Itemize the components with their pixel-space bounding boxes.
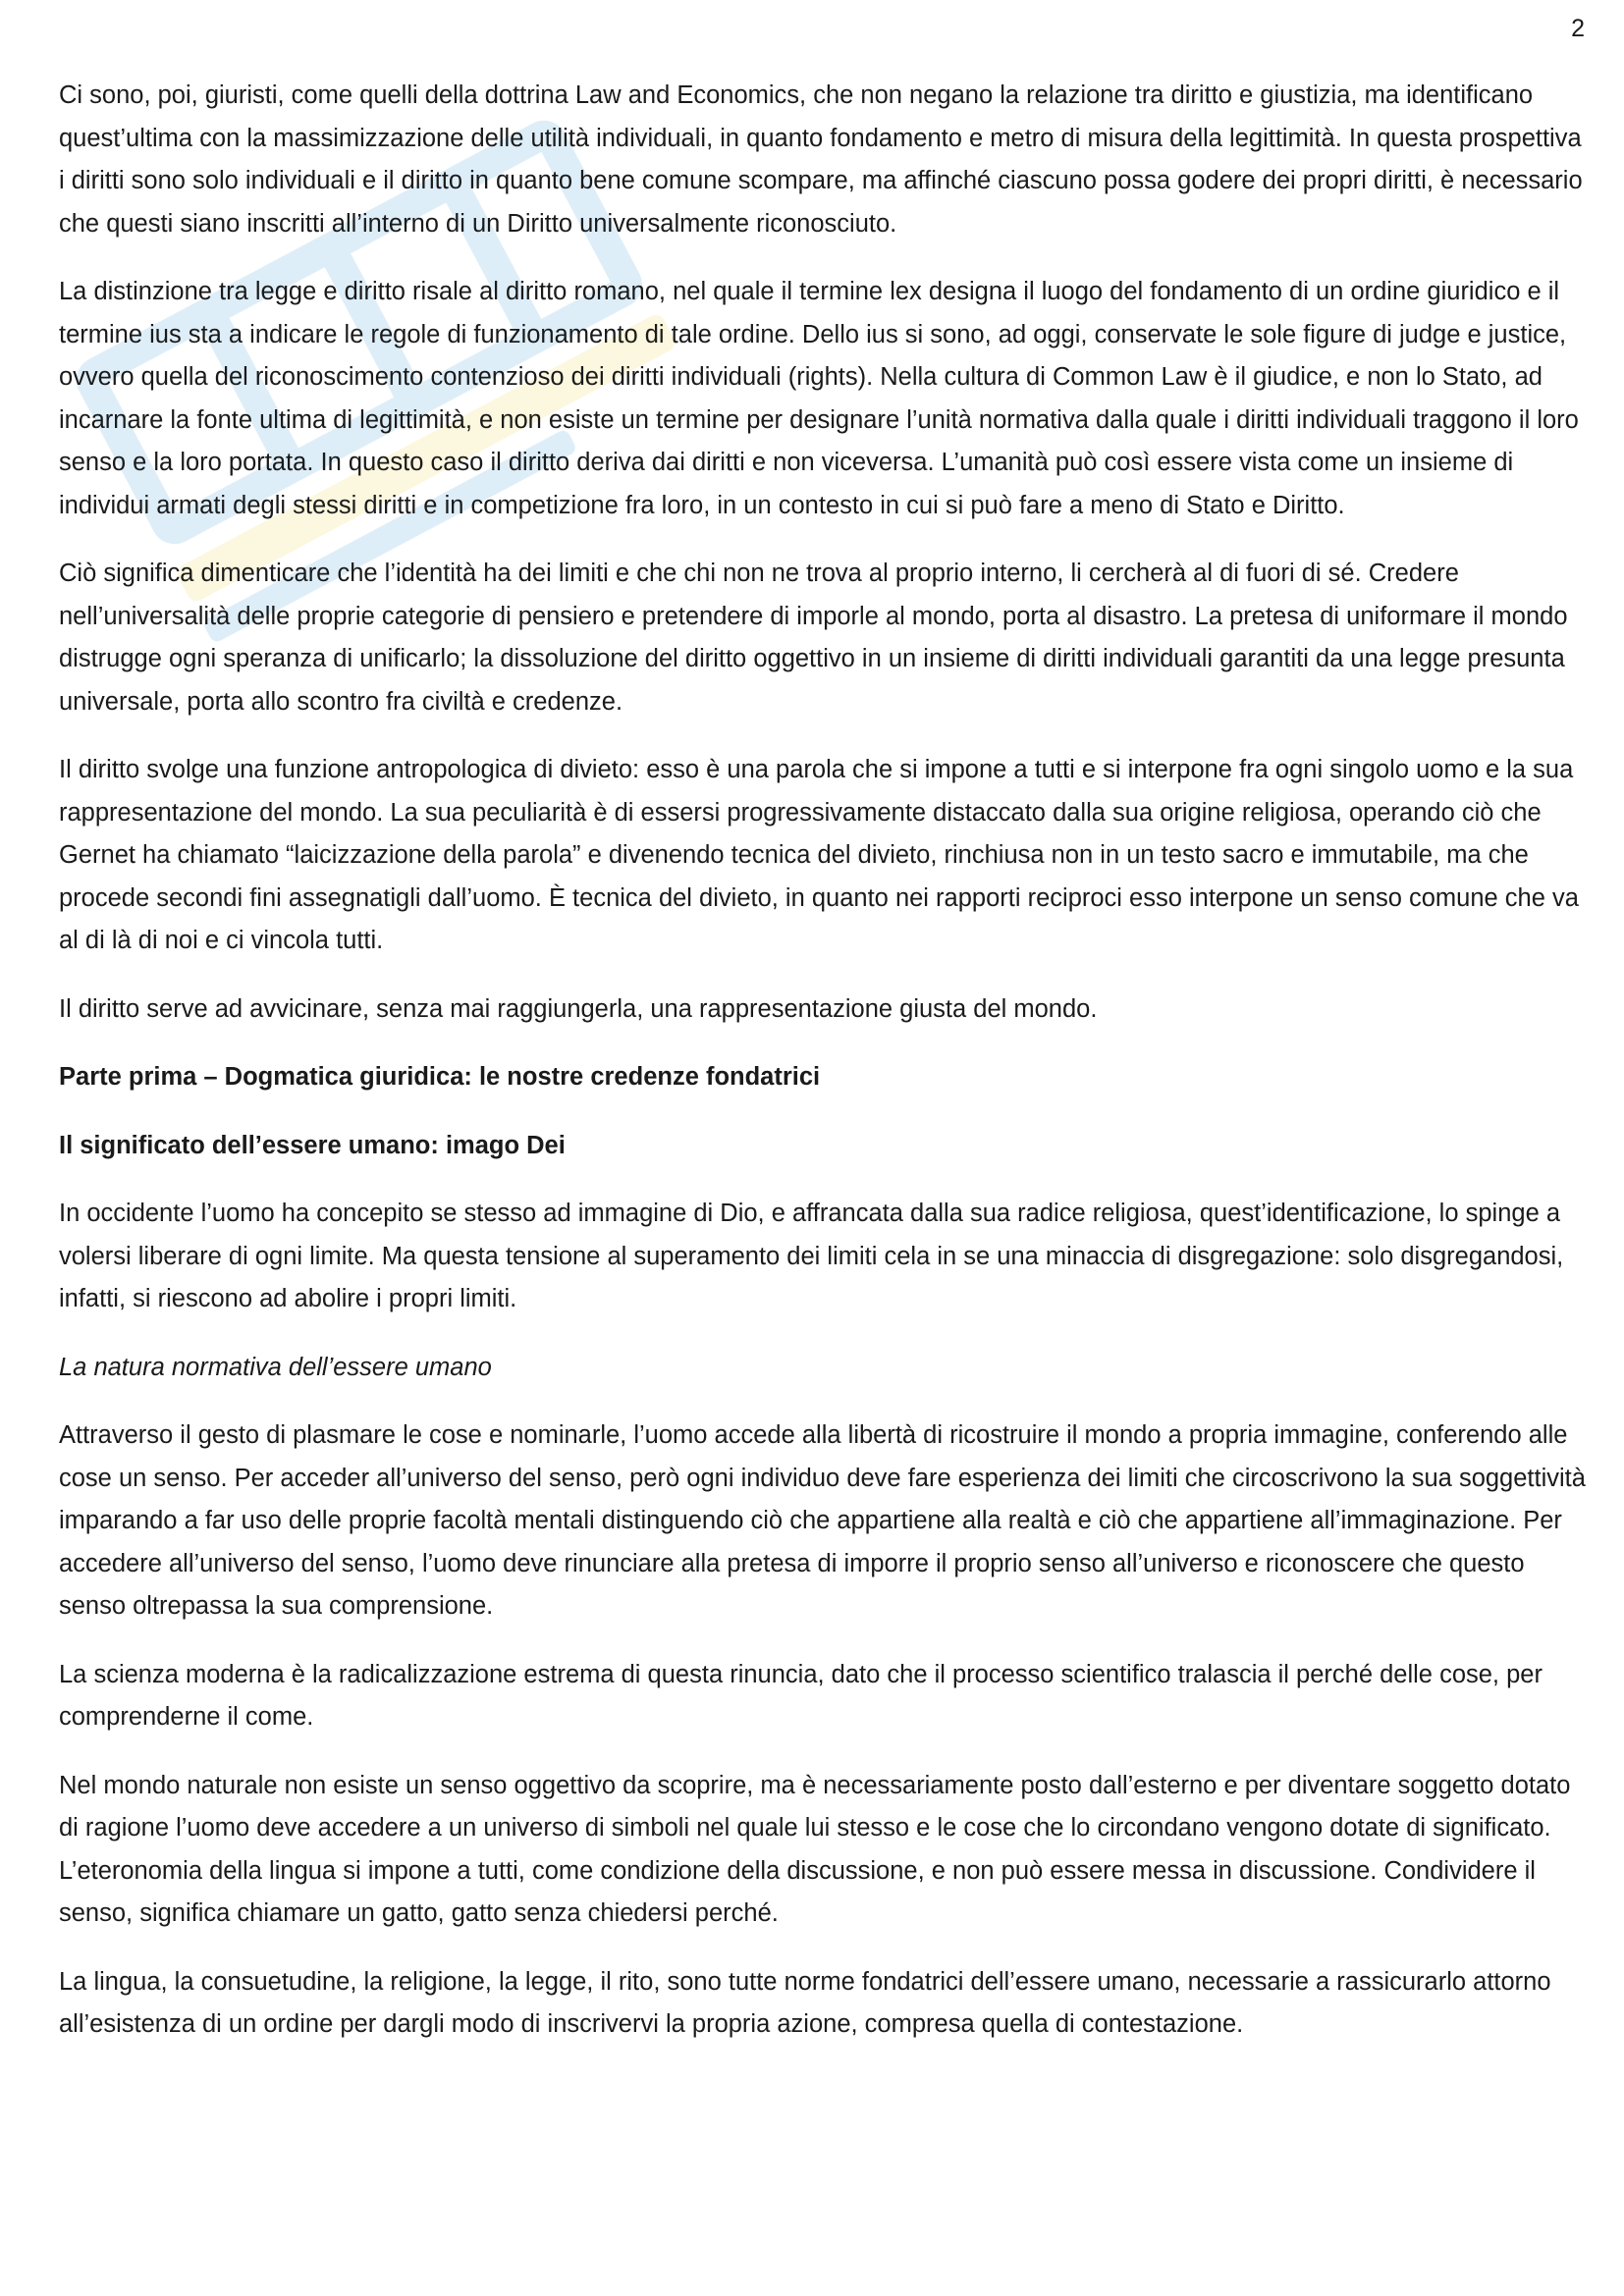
paragraph: In occidente l’uomo ha concepito se stesso ad immagine di Dio, e affrancata dalla sua radice religiosa, quest’identificazione, lo spinge a volersi liberare di ogni limite. Ma questa tensione al superamento dei limiti cela in se una minaccia di disgregazione: solo disgregandosi, infatti, si riescono ad abolire i propri limiti. bbox=[59, 1200, 1564, 1312]
paragraph: La scienza moderna è la radicalizzazione estrema di questa rinuncia, dato che il processo scientifico tralascia il perché delle cose, per comprenderne il come. bbox=[59, 1660, 1543, 1731]
paragraph: Il diritto svolge una funzione antropologica di divieto: esso è una parola che si impone a tutti e si interpone fra ogni singolo uomo e la sua rappresentazione del mondo. La sua peculiarità è di essersi progressivamente distaccato dalla sua origine religiosa, operando ciò che Gernet ha chiamato “laicizzazione della parola” e divenendo tecnica del divieto, rinchiusa non in un testo sacro e immutabile, ma che procede secondi fini assegnatigli dall’uomo. È tecnica del divieto, in quanto nei rapporti reciproci esso interpone un senso comune che va al di là di noi e ci vincola tutti. bbox=[59, 756, 1579, 954]
paragraph: Ci sono, poi, giuristi, come quelli della dottrina Law and Economics, che non negano la relazione tra diritto e giustizia, ma identificano quest’ultima con la massimizzazione delle utilità individuali, in quanto fondamento e metro di misura della legittimità. In questa prospettiva i diritti sono solo individuali e il diritto in quanto bene comune scompare, ma affinché ciascuno possa godere dei propri diritti, è necessario che questi siano inscritti all’interno di un Diritto universalmente riconosciuto. bbox=[59, 81, 1583, 238]
paragraph: Il diritto serve ad avvicinare, senza mai raggiungerla, una rappresentazione giusta del mondo. bbox=[59, 994, 1098, 1023]
paragraph: Nel mondo naturale non esiste un senso oggettivo da scoprire, ma è necessariamente posto dall’esterno e per diventare soggetto dotato di ragione l’uomo deve accedere a un universo di simboli nel quale lui stesso e le cose che lo circondano vengono dotate di significato. L’eteronomia della lingua si impone a tutti, come condizione della discussione, e non può essere messa in discussione. Condividere il senso, significa chiamare un gatto, gatto senza chiedersi perché. bbox=[59, 1771, 1571, 1927]
section-heading: Parte prima – Dogmatica giuridica: le nostre credenze fondatrici bbox=[59, 1063, 821, 1091]
paragraph: La lingua, la consuetudine, la religione, la legge, il rito, sono tutte norme fondatrici dell’essere umano, necessarie a rassicurarlo attorno all’esistenza di un ordine per dargli modo di inscrivervi la propria azione, compresa quella di contestazione. bbox=[59, 1967, 1551, 2038]
subsection-heading: La natura normativa dell’essere umano bbox=[59, 1353, 492, 1381]
paragraph: La distinzione tra legge e diritto risale al diritto romano, nel quale il termine lex designa il luogo del fondamento di un ordine giuridico e il termine ius sta a indicare le regole di funzionamento di tale ordine. Dello ius si sono, ad oggi, conservate le sole figure di judge e justice, ovvero quella del riconoscimento contenzioso dei diritti individuali (rights). Nella cultura di Common Law è il giudice, e non lo Stato, ad incarnare la fonte ultima di legittimità, e non esiste un termine per designare l’unità normativa dalla quale i diritti individuali traggono il loro senso e la loro portata. In questo caso il diritto deriva dai diritti e non viceversa. L’umanità può così essere vista come un insieme di individui armati degli stessi diritti e in competizione fra loro, in un contesto in cui si può fare a meno di Stato e Diritto. bbox=[59, 278, 1579, 519]
section-heading: Il significato dell’essere umano: imago Dei bbox=[59, 1131, 566, 1159]
page-number: 2 bbox=[1571, 15, 1585, 42]
document-body bbox=[59, 75, 1591, 2072]
paragraph: Attraverso il gesto di plasmare le cose e nominarle, l’uomo accede alla libertà di ricostruire il mondo a propria immagine, conferendo alle cose un senso. Per acceder all’universo del senso, però ogni individuo deve fare esperienza dei limiti che circoscrivono la sua soggettività imparando a far uso delle proprie facoltà mentali distinguendo ciò che appartiene alla realtà e ciò che appartiene all’immaginazione. Per accedere all’universo del senso, l’uomo deve rinunciare alla pretesa di imporre il proprio senso all’universo e riconoscere che questo senso oltrepassa la sua comprensione. bbox=[59, 1421, 1586, 1620]
paragraph: Ciò significa dimenticare che l’identità ha dei limiti e che chi non ne trova al proprio interno, li cercherà al di fuori di sé. Credere nell’universalità delle proprie categorie di pensiero e pretendere di imporle al mondo, porta al disastro. La pretesa di uniformare il mondo distrugge ogni speranza di unificarlo; la dissoluzione del diritto oggettivo in un insieme di diritti individuali garantiti da una legge presunta universale, porta allo scontro fra civiltà e credenze. bbox=[59, 560, 1568, 716]
